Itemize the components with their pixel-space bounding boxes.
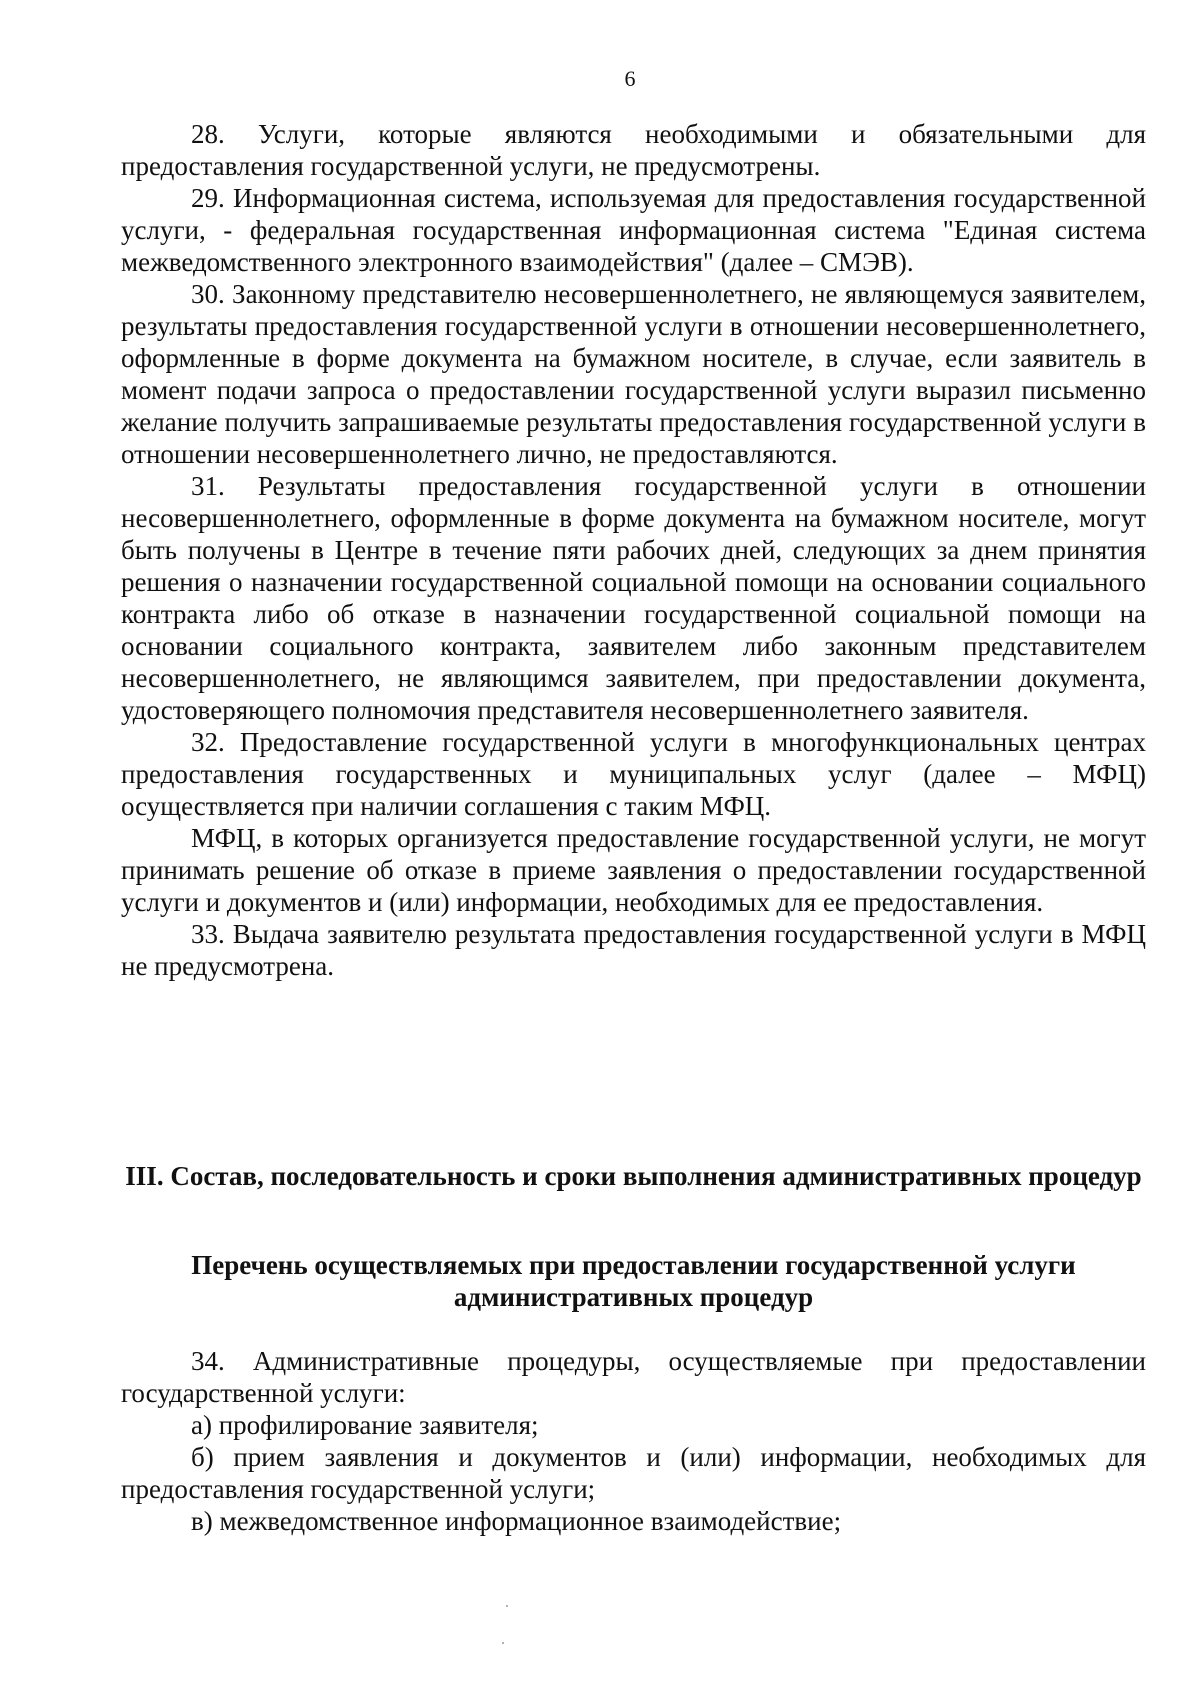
paragraph-32: 32. Предоставление государственной услуги в многофункциональных центрах предоставления государственных и муниципальных услуг (далее – МФЦ) осуществляется при наличии соглашения с таким МФЦ. [121,727,1146,821]
section-title: III. Состав, последовательность и сроки выполнения административных процедур [125,1161,1142,1191]
paragraph-32-mfc: МФЦ, в которых организуется предоставление государственной услуги, не могут принимать решение об отказе в приеме заявления о предоставлении государственной услуги и документов и (или) информации, необходимых для ее предоставления. [121,823,1146,917]
scan-speck [506,1605,508,1607]
paragraph-34-a: а) профилирование заявителя; [191,1410,539,1440]
paragraph-28: 28. Услуги, которые являются необходимыми и обязательными для предоставления государственной услуги, не предусмотрены. [121,119,1146,181]
paragraph-31: 31. Результаты предоставления государственной услуги в отношении несовершеннолетнего, оформленные в форме документа на бумажном носителе, могут быть получены в Центре в течение пяти рабочих дней, следующих за днем принятия решения о назначении государственной социальной помощи на основании социального контракта либо об отказе в назначении государственной социальной помощи на основании социального контракта, заявителем либо законным представителем несовершеннолетнего, не являющимся заявителем, при предоставлении документа, удостоверяющего полномочия представителя несовершеннолетнего заявителя. [121,471,1146,725]
scan-speck [502,1642,504,1644]
paragraph-34: 34. Административные процедуры, осуществляемые при предоставлении государственной услуги: [121,1346,1146,1408]
section-subtitle: Перечень осуществляемых при предоставлении государственной услуги административных процедур [191,1250,1076,1312]
paragraph-34-b: б) прием заявления и документов и (или) информации, необходимых для предоставления государственной услуги; [121,1442,1146,1504]
paragraph-33: 33. Выдача заявителю результата предоставления государственной услуги в МФЦ не предусмотрена. [121,919,1146,981]
document-body-bottom [121,1345,1146,1537]
document-body-top [121,118,1146,982]
paragraph-30: 30. Законному представителю несовершеннолетнего, не являющемуся заявителем, результаты предоставления государственной услуги в отношении несовершеннолетнего, оформленные в форме документа на бумажном носителе, в случае, если заявитель в момент подачи запроса о предоставлении государственной услуги выразил письменно желание получить запрашиваемые результаты предоставления государственной услуги в отношении несовершеннолетнего лично, не предоставляются. [121,279,1146,469]
page-number: 6 [624,66,636,91]
paragraph-29: 29. Информационная система, используемая для предоставления государственной услуги, - федеральная государственная информационная система "Единая система межведомственного электронного взаимодействия" (далее – СМЭВ). [121,183,1146,277]
paragraph-34-c: в) межведомственное информационное взаимодействие; [191,1506,842,1536]
